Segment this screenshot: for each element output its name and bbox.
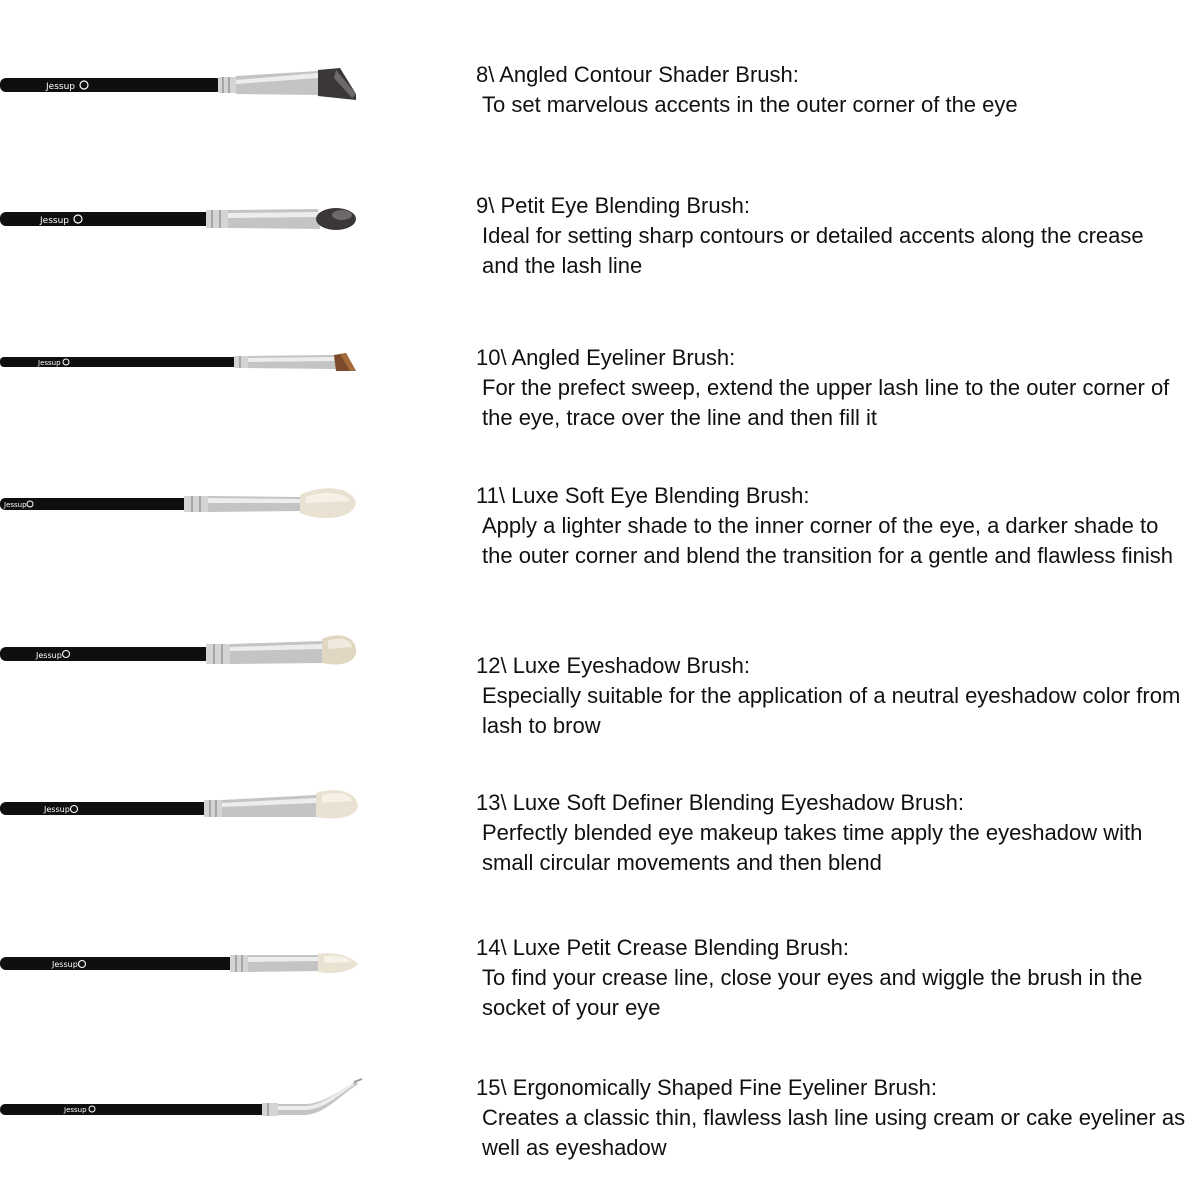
brush-title: 14\ Luxe Petit Crease Blending Brush: (476, 935, 850, 960)
brush-title: 11\ Luxe Soft Eye Blending Brush: (476, 483, 810, 508)
brush-text (476, 651, 1186, 741)
brush-text (476, 933, 1186, 1023)
angled-shader-brush-icon (0, 60, 370, 130)
brush-title: 15\ Ergonomically Shaped Fine Eyeliner Brush: (476, 1075, 938, 1100)
brush-title: 12\ Luxe Eyeshadow Brush: (476, 653, 750, 678)
brush-description: Apply a lighter shade to the inner corner of the eye, a darker shade to the outer corner and blend the transition for a gentle and flawless finish (482, 513, 1173, 568)
brand-label: Jessup (36, 651, 62, 660)
brand-label: Jessup (64, 1106, 87, 1114)
brush-description: Ideal for setting sharp contours or detailed accents along the crease and the lash line (482, 223, 1144, 278)
brush-text (476, 343, 1186, 433)
brand-label: Jessup (44, 805, 70, 814)
crease-blending-brush-icon (0, 943, 370, 993)
brush-text (476, 1073, 1186, 1163)
brand-label: Jessup (4, 501, 27, 509)
brush-text (476, 788, 1186, 878)
brush-text (476, 191, 1186, 281)
brush-text (476, 60, 1186, 120)
brand-label: Jessup (38, 359, 61, 367)
brush-description: To find your crease line, close your eyes and wiggle the brush in the socket of your eye (482, 965, 1143, 1020)
soft-blending-brush-icon (0, 481, 370, 531)
brush-text (476, 481, 1186, 571)
brush-title: 8\ Angled Contour Shader Brush: (476, 62, 799, 87)
brand-label: Jessup (52, 960, 78, 969)
bent-eyeliner-brush-icon (0, 1073, 370, 1133)
brand-label: Jessup (46, 82, 75, 92)
brush-title: 10\ Angled Eyeliner Brush: (476, 345, 736, 370)
brush-description: Especially suitable for the application of a neutral eyeshadow color from lash to brow (482, 683, 1181, 738)
brush-description: To set marvelous accents in the outer corner of the eye (482, 92, 1018, 117)
brush-description: For the prefect sweep, extend the upper lash line to the outer corner of the eye, trace over the line and then fill it (482, 375, 1170, 430)
brand-label: Jessup (40, 216, 69, 226)
brush-description: Perfectly blended eye makeup takes time apply the eyeshadow with small circular movements and then blend (482, 820, 1143, 875)
angled-eyeliner-brush-icon (0, 343, 370, 393)
eyeshadow-brush-icon (0, 627, 370, 677)
brush-description: Creates a classic thin, flawless lash line using cream or cake eyeliner as well as eyeshadow (482, 1105, 1186, 1160)
brush-title: 9\ Petit Eye Blending Brush: (476, 193, 750, 218)
brush-title: 13\ Luxe Soft Definer Blending Eyeshadow Brush: (476, 790, 964, 815)
definer-blending-brush-icon (0, 785, 370, 835)
petit-blending-brush-icon (0, 191, 370, 261)
